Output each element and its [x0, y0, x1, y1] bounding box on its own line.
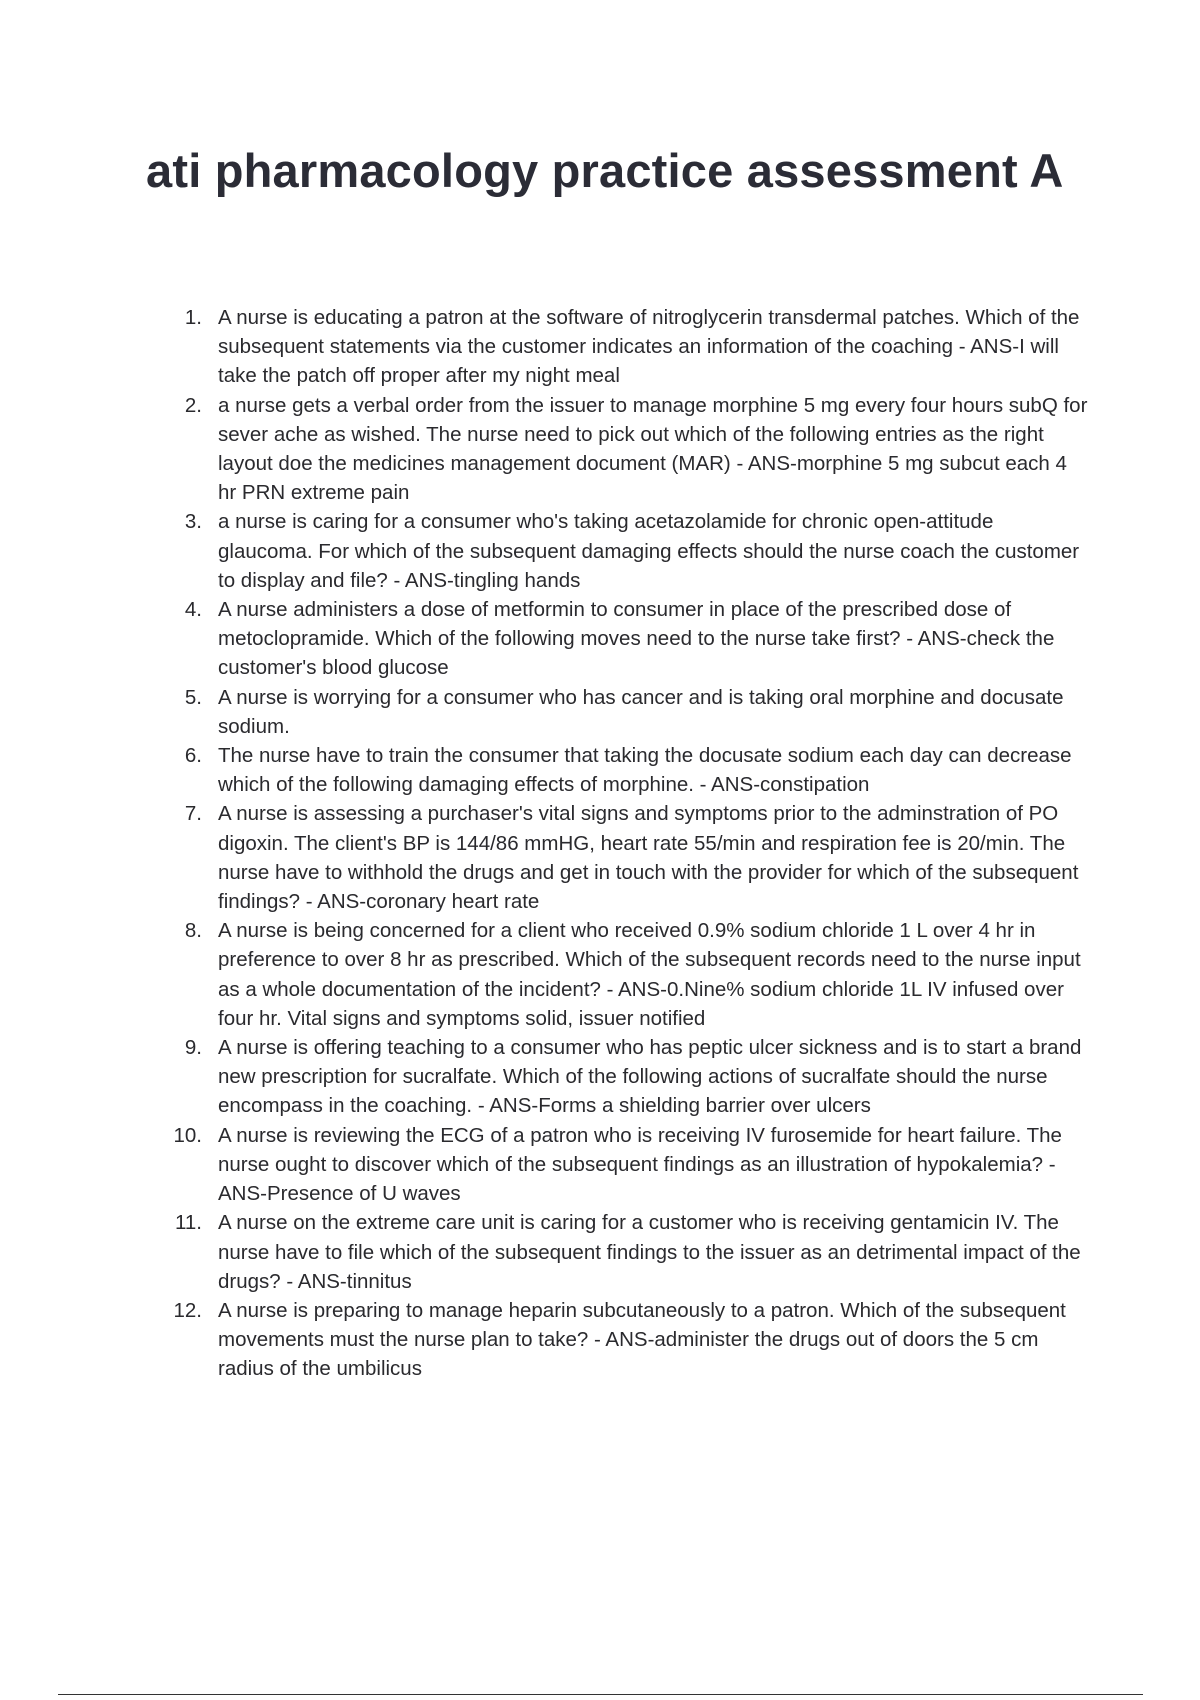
item-number: 10.: [173, 1123, 202, 1147]
footer-divider: [58, 1694, 1143, 1695]
item-number: 7.: [184, 802, 202, 826]
item-text: A nurse is worrying for a consumer who has cancer and is taking oral morphine and docusate sodium.: [218, 685, 1064, 738]
list-item: [0, 916, 1088, 1033]
item-number: 8.: [184, 919, 202, 943]
list-item: [0, 1296, 1088, 1384]
item-number: 2.: [184, 393, 202, 417]
item-text: A nurse on the extreme care unit is caring for a customer who is receiving gentamicin IV. The nurse have to file which of the subsequent findings to the issuer as an detrimental impact of the drugs? - ANS-tinnitus: [218, 1211, 1081, 1293]
list-item: [0, 741, 1088, 799]
item-text: a nurse gets a verbal order from the issuer to manage morphine 5 mg every four hours subQ for sever ache as wished. The nurse need to pick out which of the following entries as the right layout doe the medicines management document (MAR) - ANS-morphine 5 mg subcut each 4 hr PRN extreme pain: [218, 393, 1088, 505]
item-text: A nurse is assessing a purchaser's vital signs and symptoms prior to the adminstration of PO digoxin. The client's BP is 144/86 mmHG, heart rate 55/min and respiration fee is 20/min. The nurse have to withhold the drugs and get in touch with the provider for which of the subsequent findings? - ANS-coronary heart rate: [218, 802, 1079, 914]
item-text: A nurse administers a dose of metformin to consumer in place of the prescribed dose of metoclopramide. Which of the following moves need to the nurse take first? - ANS-check the customer's blood glucose: [218, 598, 1055, 680]
list-item: [0, 1033, 1088, 1121]
list-item: [0, 507, 1088, 595]
item-number: 9.: [184, 1036, 202, 1060]
list-item: [0, 799, 1088, 916]
item-number: 6.: [184, 744, 202, 768]
item-number: 12.: [173, 1298, 202, 1322]
item-text: A nurse is reviewing the ECG of a patron who is receiving IV furosemide for heart failure. The nurse ought to discover which of the subsequent findings as an illustration of hypokalemia? - ANS-Presence of U waves: [218, 1123, 1062, 1206]
item-number: 1.: [184, 306, 202, 329]
item-text: a nurse is caring for a consumer who's taking acetazolamide for chronic open-attitude glaucoma. For which of the subsequent damaging effects should the nurse coach the customer to display and file? - ANS-tingling hands: [218, 510, 1080, 592]
page-title: ati pharmacology practice assessment A: [146, 144, 1064, 197]
list-item: [0, 391, 1088, 508]
item-text: The nurse have to train the consumer that taking the docusate sodium each day can decrease which of the following damaging effects of morphine. - ANS-constipation: [218, 744, 1072, 797]
list-item: [0, 1121, 1088, 1209]
question-list: [0, 303, 1200, 1384]
item-number: 3.: [184, 510, 202, 534]
item-number: 5.: [184, 685, 202, 709]
item-text: A nurse is preparing to manage heparin subcutaneously to a patron. Which of the subsequent movements must the nurse plan to take? - ANS-administer the drugs out of doors the 5 cm radius of the umbilicus: [218, 1298, 1066, 1381]
item-text: A nurse is offering teaching to a consumer who has peptic ulcer sickness and is to start a brand new prescription for sucralfate. Which of the following actions of sucralfate should the nurse encompass in the coaching. - ANS-Forms a shielding barrier over ulcers: [218, 1036, 1082, 1118]
item-text: A nurse is educating a patron at the software of nitroglycerin transdermal patches. Which of the subsequent statements via the customer indicates an information of the coaching - ANS-I will take the patch off proper after my night meal: [218, 306, 1080, 388]
list-item: [0, 303, 1088, 391]
list-item: [0, 683, 1088, 741]
item-number: 11.: [175, 1211, 202, 1235]
list-item: [0, 595, 1088, 683]
item-text: A nurse is being concerned for a client who received 0.9% sodium chloride 1 L over 4 hr in preference to over 8 hr as prescribed. Which of the subsequent records need to the nurse input as a whole documentation of the incident? - ANS-0.Nine% sodium chloride 1L IV infused over four hr. Vital signs and symptoms solid, issuer notified: [218, 919, 1081, 1030]
item-number: 4.: [184, 598, 202, 622]
list-item: [0, 1208, 1088, 1296]
